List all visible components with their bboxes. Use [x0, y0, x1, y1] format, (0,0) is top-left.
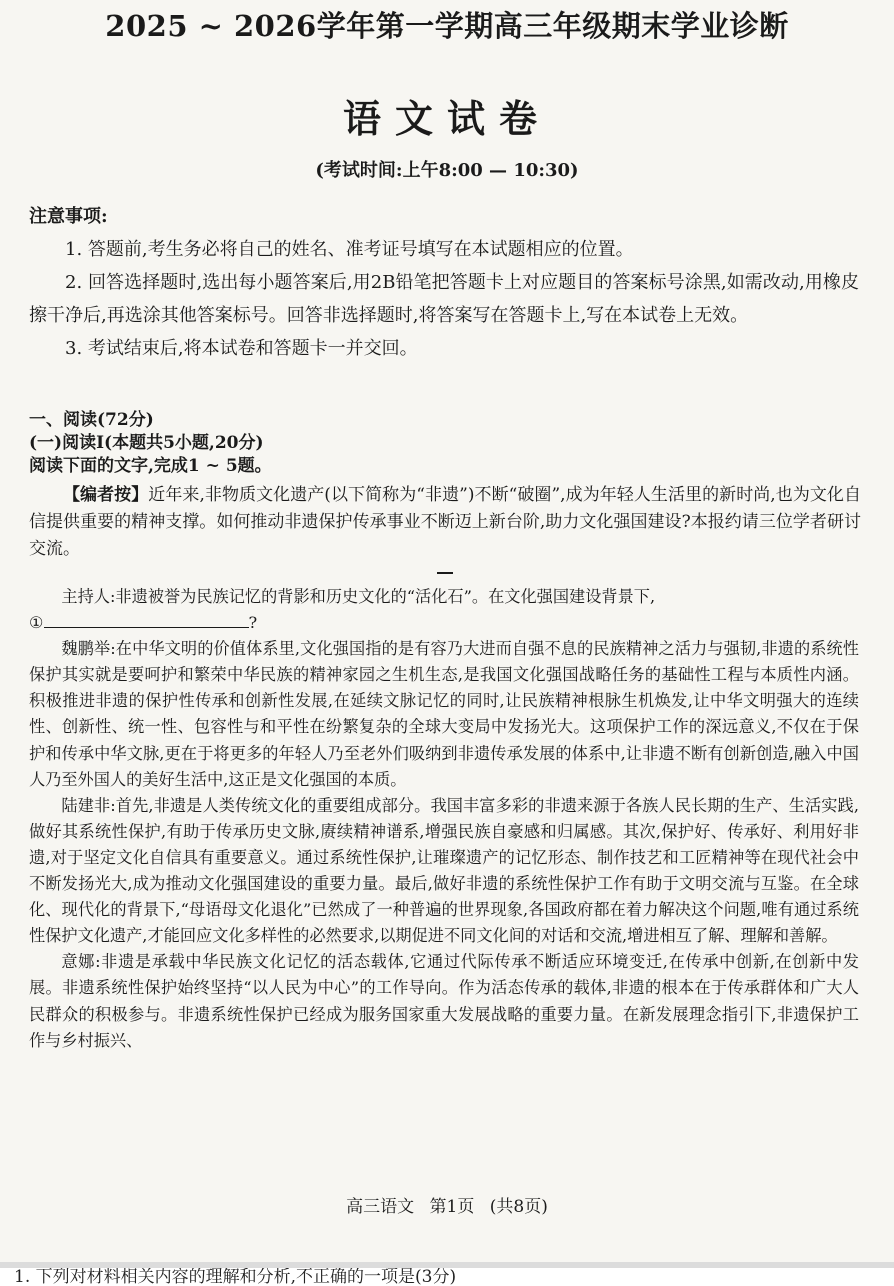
next-page-peek — [0, 1262, 894, 1286]
blank-end: ? — [248, 613, 258, 633]
note-item: 1. 答题前,考生务必将自己的姓名、准考证号填写在本试题相应的位置。 — [65, 239, 634, 260]
section-heading — [29, 409, 861, 478]
dialog-text — [29, 584, 859, 1054]
answer-blank — [44, 611, 249, 628]
reading-instruction: 阅读下面的文字,完成1 ~ 5题。 — [29, 456, 272, 476]
exam-title: 2025 ~ 2026学年第一学期高三年级期末学业诊断 — [105, 9, 789, 43]
speaker-wei: 魏鹏举:在中华文明的价值体系里,文化强国指的是有容乃大进而自强不息的民族精神之活力与强韧,非遗的系统性保护其实就是要呵护和繁荣中华民族的精神家园之生机生态,是我国文化强国战略任务的基础性工程与本质性内涵。积极推进非遗的保护性传承和创新性发展,在延续文脉记忆的同时,让民族精神根脉生机焕发,让中华文明强大的连续性、创新性、统一性、包容性与和平性在纷繁复杂的全球大变局中发扬光大。这项保护工作的深远意义,不仅在于保护和传承中华文脉,更在于将更多的年轻人乃至老外们吸纳到非遗传承发展的体系中,让非遗不断有创新创造,融入中国人乃至外国人的美好生活中,这正是文化强国的本质。 — [29, 639, 859, 789]
speaker-yi: 意娜:非遗是承载中华民族文化记忆的活态载体,它通过代际传承不断适应环境变迁,在传承中创新,在创新中发展。非遗系统性保护始终坚持“以人民为中心”的工作导向。作为活态传承的载体,非遗的根本在于传承群体和广大人民群众的积极参与。非遗系统性保护已经成为服务国家重大发展战略的重要力量。在新发展理念指引下,非遗保护工作与乡村振兴、 — [29, 952, 859, 1050]
subsection-title: (一)阅读Ⅰ(本题共5小题,20分) — [29, 433, 264, 453]
subject-title: 语文试卷 — [342, 96, 551, 141]
notes-heading: 注意事项: — [29, 206, 108, 227]
editor-note — [29, 482, 861, 563]
host-line: 主持人:非遗被誉为民族记忆的背影和历史文化的“活化石”。在文化强国建设背景下, — [61, 587, 656, 606]
note-item: 3. 考试结束后,将本试卷和答题卡一并交回。 — [65, 338, 418, 359]
editor-note-tag: 【编者按】 — [63, 485, 149, 505]
page-footer: 高三语文 第1页 (共8页) — [346, 1197, 548, 1217]
part-title: 一、阅读(72分) — [29, 410, 154, 430]
speaker-lu: 陆建非:首先,非遗是人类传统文化的重要组成部分。我国丰富多彩的非遗来源于各族人民长期的生产、生活实践,做好其系统性保护,有助于传承历史文脉,赓续精神谱系,增强民族自豪感和归属感。其次,保护好、传承好、利用好非遗,对于坚定文化自信具有重要意义。通过系统性保护,让璀璨遗产的记忆形态、制作技艺和工匠精神等在现代社会中不断发扬光大,成为推动文化强国建设的重要力量。最后,做好非遗的系统性保护工作有助于文明交流与互鉴。在全球化、现代化的背景下,“母语母文化退化”已然成了一种普遍的世界现象,各国政府都在着力解决这个问题,唯有通过系统性保护文化遗产,才能回应文化多样性的必然要求,以期促进不同文化间的对话和交流,增进相互了解、理解和善解。 — [29, 795, 859, 946]
notes-block — [29, 200, 859, 365]
exam-time: (考试时间:上午8:00 — 10:30) — [315, 160, 579, 181]
note-item: 2. 回答选择题时,选出每小题答案后,用2B铅笔把答题卡上对应题目的答案标号涂黑,如需改动,用橡皮擦干净后,再选涂其他答案标号。回答非选择题时,将答案写在答题卡上,写在本试卷上无效。 — [29, 272, 859, 326]
blank-label: ① — [29, 613, 44, 633]
next-page-text: 1. 下列对材料相关内容的理解和分析,不正确的一项是(3分) — [14, 1267, 457, 1286]
blank-line — [29, 610, 859, 636]
part-marker — [437, 572, 453, 574]
editor-note-text: 近年来,非物质文化遗产(以下简称为“非遗”)不断“破圈”,成为年轻人生活里的新时尚,也为文化自信提供重要的精神支撑。如何推动非遗保护传承事业不断迈上新台阶,助力文化强国建设?本报约请三位学者研讨交流。 — [29, 485, 861, 559]
